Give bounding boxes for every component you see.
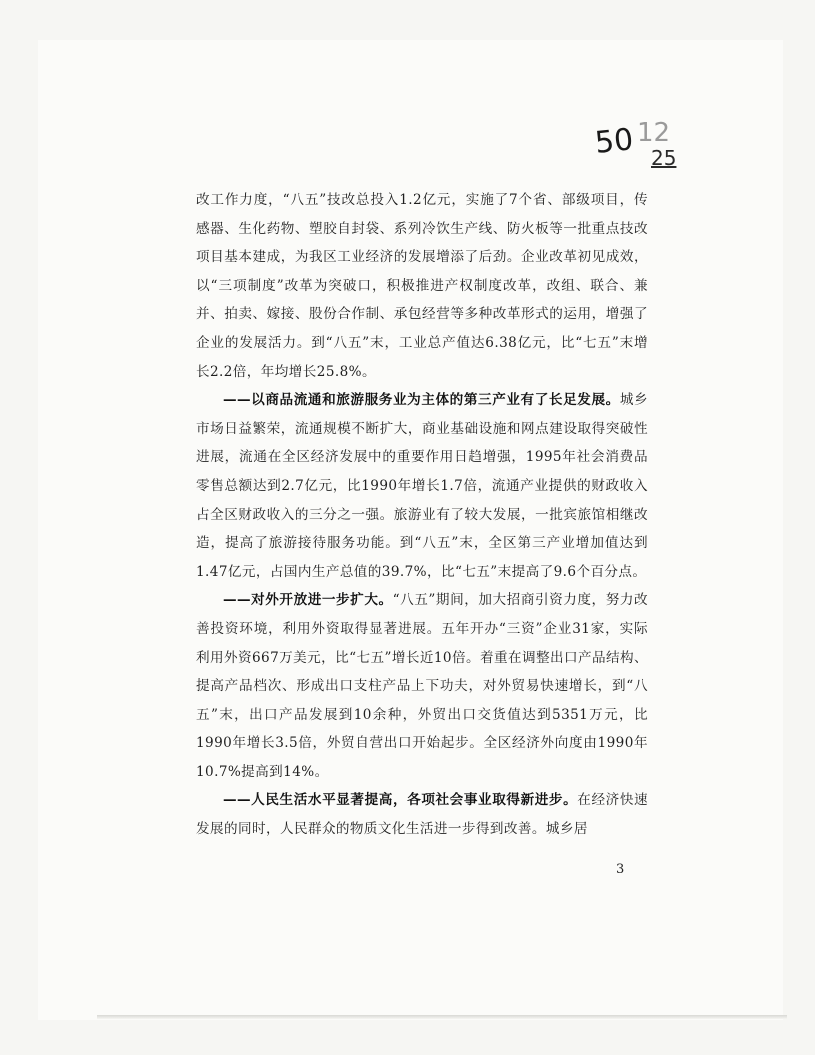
page-number: 3 [616, 862, 625, 877]
handwritten-mark-primary: 50 [593, 122, 635, 161]
paragraph-text: “八五”期间，加大招商引资力度，努力改善投资环境，利用外资取得显著进展。五年开办“三资”企业31家，实际利用外资667万美元，比“七五”增长近10倍。着重在调整出口产品结构、提高产品档次、形成出口支柱产品上下功夫，对外贸易快速增长，到“八五”末，出口产品发展到10余种，外贸出口交货值达到5351万元，比1990年增长3.5倍，外贸自营出口开始起步。全区经济外向度由1990年10.7%提高到14%。 [196, 592, 648, 780]
paragraph-text: 改工作力度，“八五”技改总投入1.2亿元，实施了7个省、部级项目，传感器、生化药物、塑胶自封袋、系列冷饮生产线、防火板等一批重点技改项目基本建成，为我区工业经济的发展增添了后劲。企业改革初见成效，以“三项制度”改革为突破口，积极推进产权制度改革，改组、联合、兼并、拍卖、嫁接、股份合作制、承包经营等多种改革形式的运用，增强了企业的发展活力。到“八五”末，工业总产值达6.38亿元，比“七五”末增长2.2倍，年均增长25.8%。 [196, 192, 648, 380]
handwritten-mark-secondary: 12 [637, 118, 671, 148]
paragraph-text: 城乡市场日益繁荣，流通规模不断扩大，商业基础设施和网点建设取得突破性进展，流通在全区经济发展中的重要作用日趋增强，1995年社会消费品零售总额达到2.7亿元，比1990年增长1.7倍，流通产业提供的财政收入占全区财政收入的三分之一强。旅游业有了较大发展，一批宾旅馆相继改造，提高了旅游接待服务功能。到“八五”末，全区第三产业增加值达到1.47亿元，占国内生产总值的39.7%，比“七五”末提高了9.6个百分点。 [196, 392, 648, 580]
handwritten-page-marks [595, 118, 685, 178]
handwritten-mark-tertiary: 25 [651, 146, 677, 170]
paragraph-lead: ——对外开放进一步扩大。 [223, 592, 393, 609]
body-text [196, 186, 648, 844]
paragraph [196, 386, 648, 586]
paragraph [196, 186, 648, 386]
paragraph-text: 在经济快速发展的同时，人民群众的物质文化生活进一步得到改善。城乡居 [196, 792, 649, 838]
paragraph [196, 586, 648, 786]
paragraph-lead: ——人民生活水平显著提高，各项社会事业取得新进步。 [223, 792, 578, 809]
paragraph [196, 786, 648, 843]
paragraph-lead: ——以商品流通和旅游服务业为主体的第三产业有了长足发展。 [223, 392, 620, 409]
page-edge-shadow [97, 1015, 787, 1019]
